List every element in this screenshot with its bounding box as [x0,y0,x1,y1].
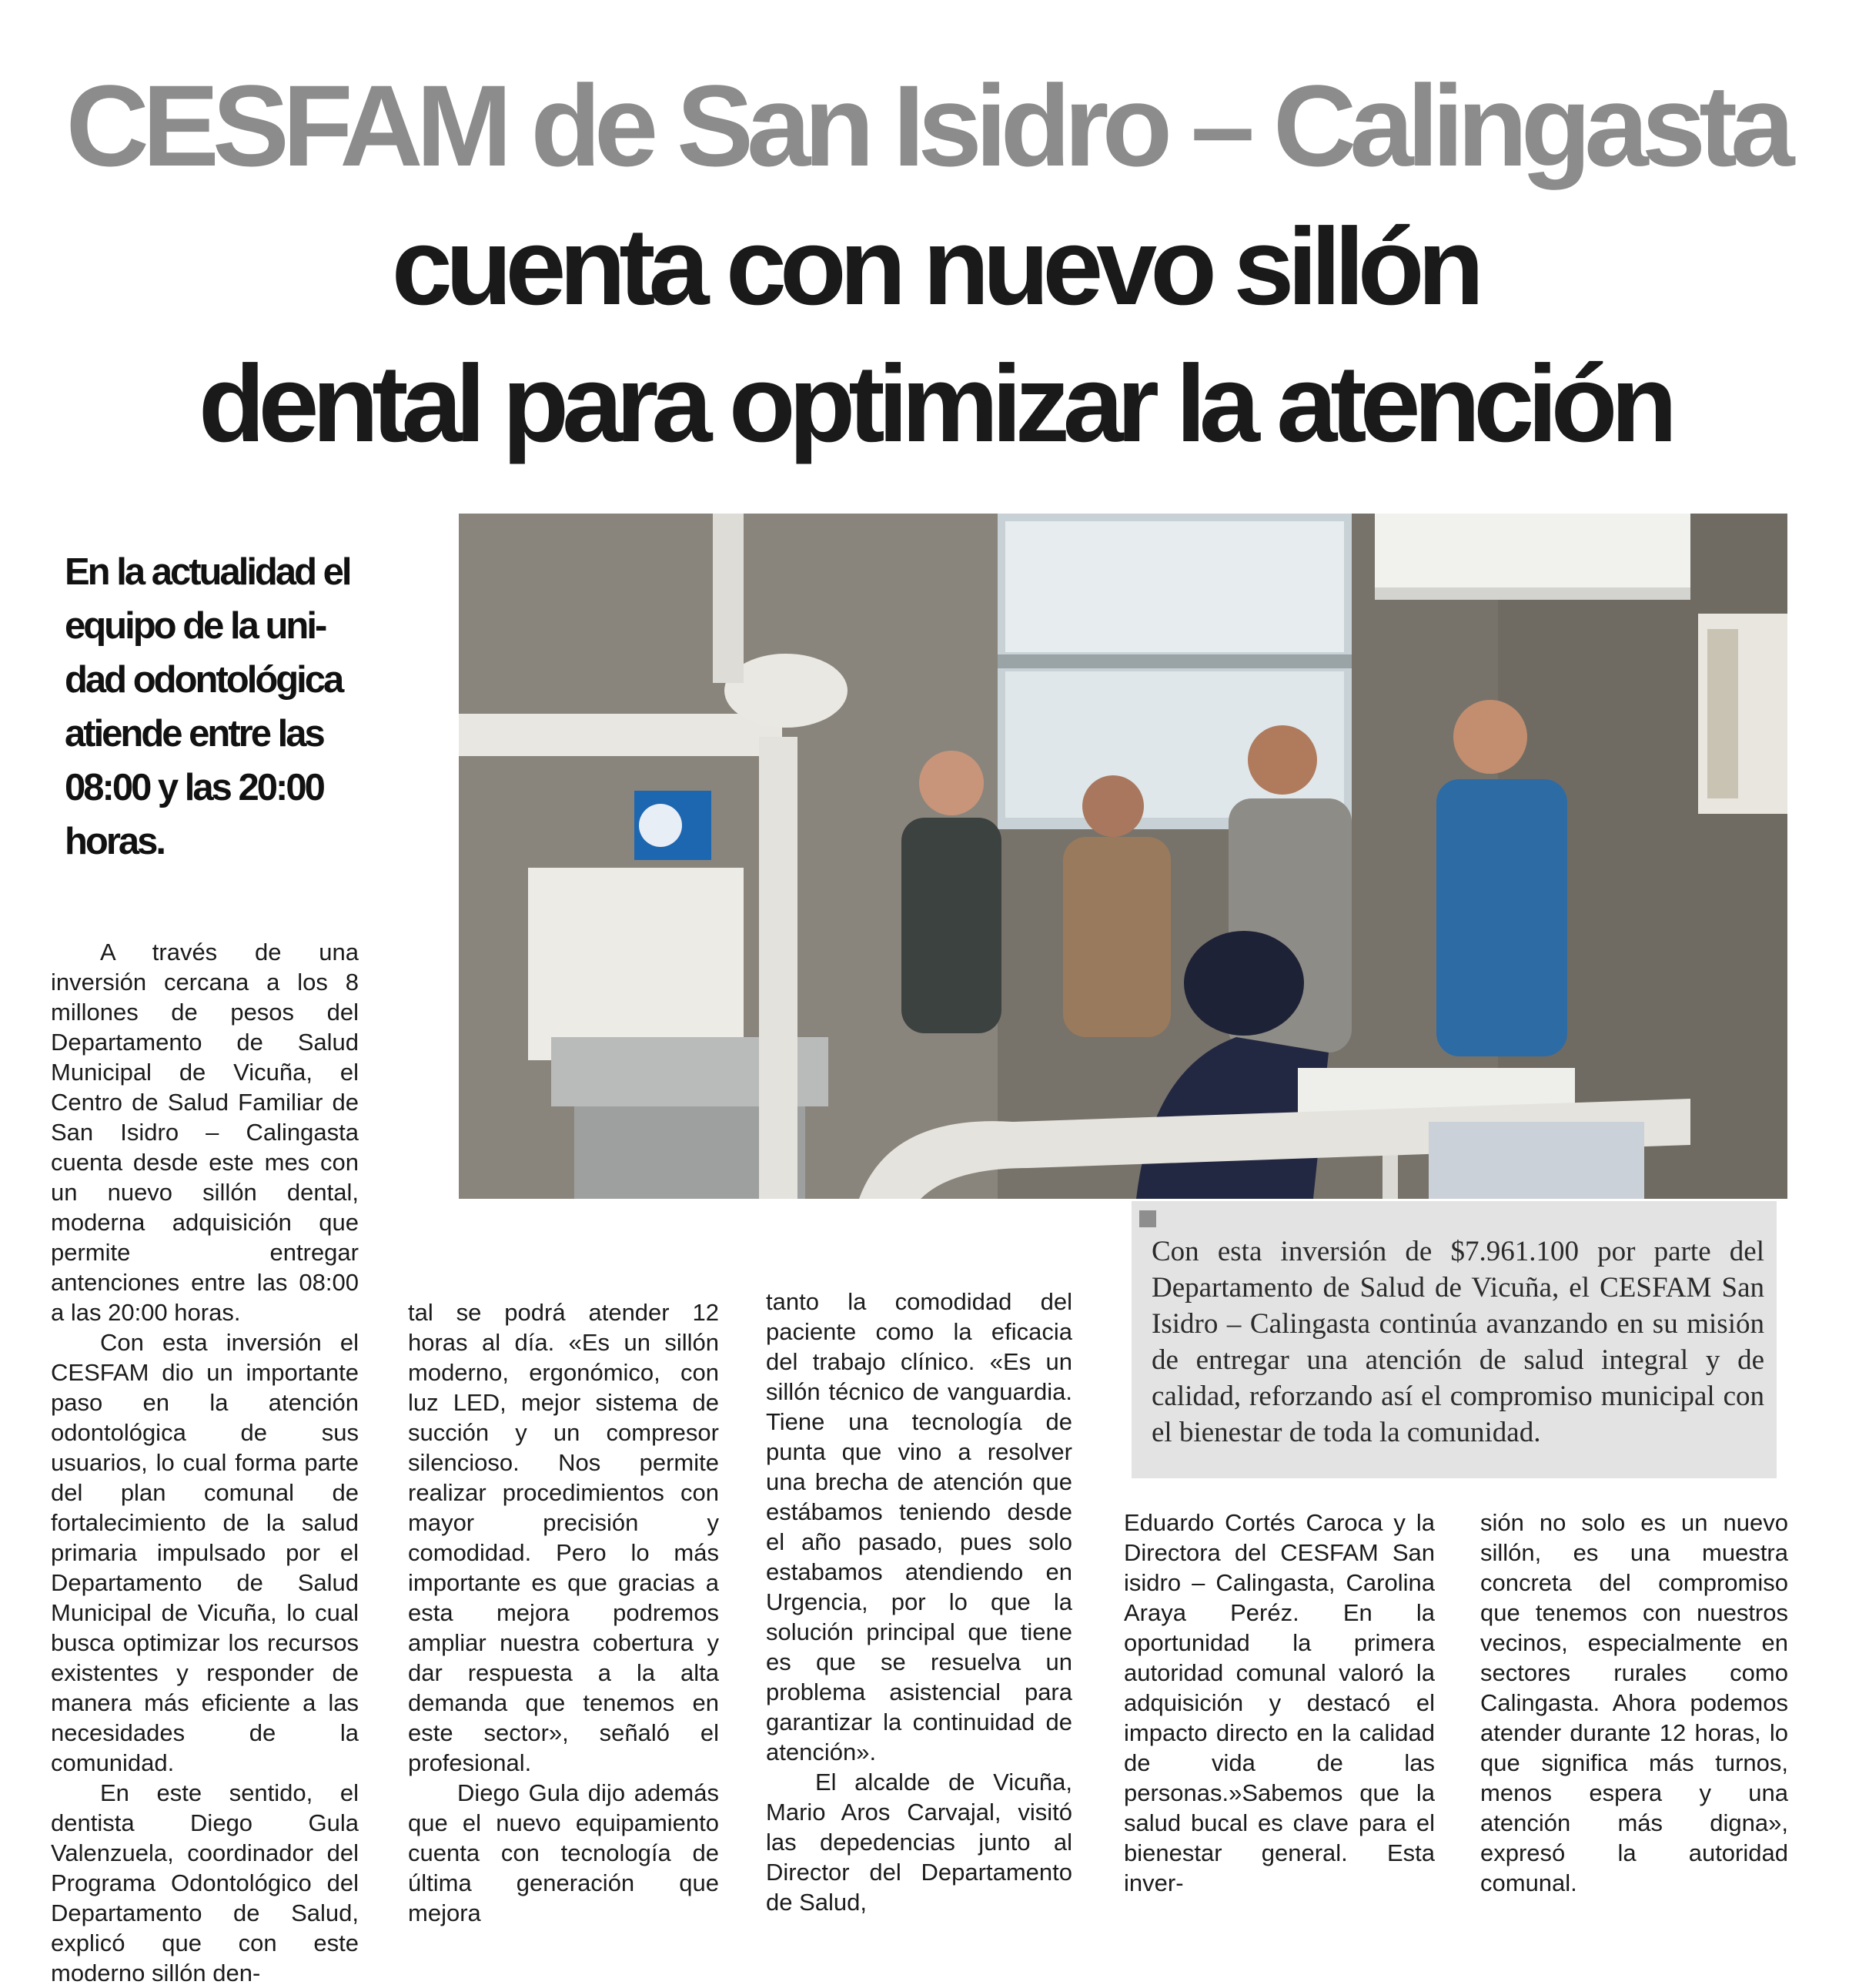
paragraph: Con esta inversión el CESFAM dio un importante paso en la atención odontológica de sus usuarios, lo cual forma parte del plan comunal de fortalecimiento de la salud primaria impulsado por el Departamento de Salud Municipal de Vicuña, lo cual busca optimizar los recursos existentes y responder de manera más eficiente a las necesidades de la comunidad. [51,1329,359,1776]
pull-quote-text: Con esta inversión de $7.961.100 por parte del Departamento de Salud de Vicuña, el CESFAM San Isidro – Calingasta continúa avanzando en su misión de entregar una atención de salud integral y de calidad, reforzando así el compromiso municipal con el bienestar de toda la comunidad. [1152,1236,1764,1448]
article-column-3 [766,1287,1072,1917]
headline-line-1: CESFAM de San Isidro – Calingasta [65,61,1788,190]
article-column-5 [1480,1508,1788,1898]
article-column-4 [1124,1508,1435,1898]
lead-line: dad odontológica [65,659,343,701]
paragraph: En este sentido, el dentista Diego Gula Valenzuela, coordinador del Programa Odontológico del Departamento de Salud, explicó que con este moderno sillón den- [51,1779,359,1986]
paragraph: Diego Gula dijo además que el nuevo equipamiento cuenta con tecnología de última generación que mejora [408,1779,719,1926]
paragraph: A través de una inversión cercana a los 8 millones de pesos del Departamento de Salud Municipal de Vicuña, el Centro de Salud Familiar de San Isidro – Calingasta cuenta desde este mes con un nuevo sillón dental, moderna adquisición que permite entregar antenciones entre las 08:00 a las 20:00 horas. [51,939,359,1326]
lead-line: equipo de la uni- [65,605,326,647]
paragraph: Eduardo Cortés Caroca y la Directora del CESFAM San isidro – Calingasta, Carolina Araya Peréz. En la oportunidad la primera autoridad comunal valoró la adquisición y destacó el impacto directo en la calidad de vida de las personas.»Sabemos que la salud bucal es clave para el bienestar general. Esta inver- [1124,1509,1435,1896]
paragraph: tal se podrá atender 12 horas al día. «Es un sillón moderno, ergonómico, con luz LED, mejor sistema de succión y un compresor silencioso. Nos permite realizar procedimientos con mayor precisión y comodidad. Pero lo más importante es que gracias a esta mejora podremos ampliar nuestra cobertura y dar respuesta a la alta demanda que tenemos en este sector», señaló el profesional. [408,1299,719,1776]
lead-line: horas. [65,821,165,862]
article-photo [459,514,1787,1199]
article-column-1 [51,937,359,1988]
article-column-2 [408,1297,719,1928]
lead-summary [65,545,363,868]
quote-marker-square [1139,1210,1156,1227]
headline-line-2: cuenta con nuevo sillón [391,206,1478,328]
paragraph: tanto la comodidad del paciente como la eficacia del trabajo clínico. «Es un sillón técnico de vanguardia. Tiene una tecnología de punta que vino a resolver una brecha de atención que estábamos teniendo desde el año pasado, pues solo estabamos atendiendo en Urgencia, por lo que la solución principal que tiene es que se resuelva un problema asistencial para garantizar la continuidad de atención». [766,1288,1072,1765]
lead-line: En la actualidad el [65,551,350,593]
headline-line-3: dental para optimizar la atención [198,343,1671,465]
lead-line: 08:00 y las 20:00 [65,767,323,808]
lead-line: atiende entre las [65,713,323,755]
paragraph: El alcalde de Vicuña, Mario Aros Carvajal, visitó las depedencias junto al Director del Departamento de Salud, [766,1769,1072,1916]
pull-quote-box [1132,1201,1777,1478]
paragraph: sión no solo es un nuevo sillón, es una muestra concreta del compromiso que tenemos con nuestros vecinos, especialmente en sectores rurales como Calingasta. Ahora podemos atender durante 12 horas, lo que significa más turnos, menos espera y una atención más digna», expresó la autoridad comunal. [1480,1509,1788,1896]
